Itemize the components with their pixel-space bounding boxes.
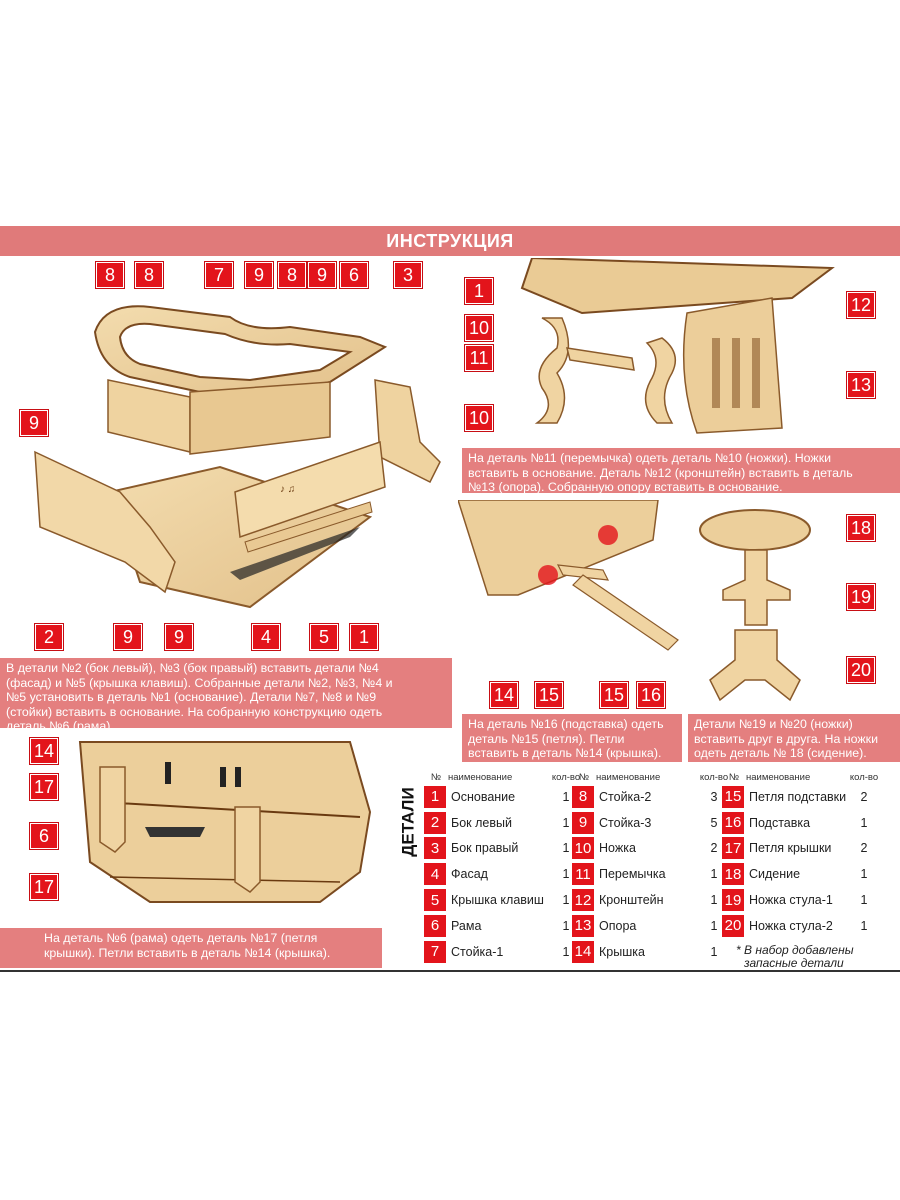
spare-parts-footnote: * В набор добавлены запасные детали xyxy=(736,943,854,970)
parts-row: 13 Опора 1 xyxy=(572,913,732,939)
stool-illustration xyxy=(695,505,825,710)
parts-row: 11 Перемычка 1 xyxy=(572,861,732,887)
lid-support-illustration xyxy=(458,500,688,680)
callout-part-1: 1 xyxy=(350,624,378,650)
parts-column-2 xyxy=(572,770,732,965)
callout-part-16: 16 xyxy=(637,682,665,708)
callout-part-19: 19 xyxy=(847,584,875,610)
callout-part-7: 7 xyxy=(205,262,233,288)
parts-row: 7 Стойка-1 1 xyxy=(424,939,584,965)
callout-part-8: 8 xyxy=(96,262,124,288)
parts-section-label: ДЕТАЛИ xyxy=(399,787,418,857)
callout-part-8: 8 xyxy=(278,262,306,288)
callout-part-14: 14 xyxy=(490,682,518,708)
lid-hinge-illustration xyxy=(60,732,390,932)
parts-row: 2 Бок левый 1 xyxy=(424,810,584,836)
note-stand-assembly: На деталь №11 (перемычка) одеть деталь №10 (ножки). Ножки вставить в основание. Деталь №12 (кронштейн) вставить в деталь №13 (опора). Собранную опору вставить в основание. xyxy=(462,448,900,493)
note-stool-assembly: Детали №19 и №20 (ножки) вставить друг в друга. На ножки одеть деталь № 18 (сидение). xyxy=(688,714,900,762)
parts-row: 10 Ножка 2 xyxy=(572,836,732,862)
callout-part-10: 10 xyxy=(465,315,493,341)
callout-part-15: 15 xyxy=(600,682,628,708)
bottom-divider xyxy=(0,970,900,972)
callout-part-9: 9 xyxy=(20,410,48,436)
callout-part-1: 1 xyxy=(465,278,493,304)
callout-part-9: 9 xyxy=(308,262,336,288)
page-title: ИНСТРУКЦИЯ xyxy=(386,230,514,251)
callout-part-9: 9 xyxy=(245,262,273,288)
callout-part-5: 5 xyxy=(310,624,338,650)
parts-row: 14 Крышка 1 xyxy=(572,939,732,965)
parts-row: 20 Ножка стула-2 1 xyxy=(722,913,882,939)
parts-row: 8 Стойка-2 3 xyxy=(572,784,732,810)
callout-part-15: 15 xyxy=(535,682,563,708)
parts-row: 12 Кронштейн 1 xyxy=(572,887,732,913)
callout-part-3: 3 xyxy=(394,262,422,288)
callout-part-8: 8 xyxy=(135,262,163,288)
callout-part-2: 2 xyxy=(35,624,63,650)
parts-header: № наименование кол-во xyxy=(728,771,879,783)
parts-row: 3 Бок правый 1 xyxy=(424,836,584,862)
callout-part-6: 6 xyxy=(30,823,58,849)
parts-row: 19 Ножка стула-1 1 xyxy=(722,887,882,913)
parts-row: 16 Подставка 1 xyxy=(722,810,882,836)
callout-part-9: 9 xyxy=(165,624,193,650)
callout-part-6: 6 xyxy=(340,262,368,288)
parts-header: № наименование кол-во xyxy=(578,771,729,783)
callout-part-13: 13 xyxy=(847,372,875,398)
parts-row: 18 Сидение 1 xyxy=(722,861,882,887)
parts-column-1 xyxy=(424,770,584,965)
callout-part-17: 17 xyxy=(30,774,58,800)
parts-row: 9 Стойка-3 5 xyxy=(572,810,732,836)
note-body-assembly: В детали №2 (бок левый), №3 (бок правый) вставить детали №4 (фасад) и №5 (крышка клавиш). Собранные детали №2, №3, №4 и №5 установить в деталь №1 (основание). Детали №7, №8 и №9 (стойки) вставить в основание. На собранную конструкцию одеть деталь №6 (рама). xyxy=(0,658,452,728)
instruction-title-bar xyxy=(0,226,900,256)
parts-row: 15 Петля подставки 2 xyxy=(722,784,882,810)
note-lid-hinge: На деталь №6 (рама) одеть деталь №17 (петля крышки). Петли вставить в деталь №14 (крышка). xyxy=(0,928,382,968)
callout-part-9: 9 xyxy=(114,624,142,650)
parts-row: 5 Крышка клавиш 1 xyxy=(424,887,584,913)
parts-row: 17 Петля крышки 2 xyxy=(722,836,882,862)
callout-part-18: 18 xyxy=(847,515,875,541)
parts-row: 6 Рама 1 xyxy=(424,913,584,939)
stand-illustration xyxy=(462,258,842,443)
svg-text:♪ ♫: ♪ ♫ xyxy=(280,484,296,495)
callout-part-20: 20 xyxy=(847,657,875,683)
parts-row: 1 Основание 1 xyxy=(424,784,584,810)
callout-part-14: 14 xyxy=(30,738,58,764)
callout-part-11: 11 xyxy=(465,345,493,371)
parts-header: № наименование кол-во xyxy=(430,771,581,783)
callout-part-10: 10 xyxy=(465,405,493,431)
callout-part-4: 4 xyxy=(252,624,280,650)
callout-part-12: 12 xyxy=(847,292,875,318)
parts-row: 4 Фасад 1 xyxy=(424,861,584,887)
callout-part-17: 17 xyxy=(30,874,58,900)
piano-body-illustration xyxy=(0,262,455,657)
note-lid-support: На деталь №16 (подставка) одеть деталь №15 (петля). Петли вставить в деталь №14 (крышка). xyxy=(462,714,682,762)
parts-column-3 xyxy=(722,770,882,939)
